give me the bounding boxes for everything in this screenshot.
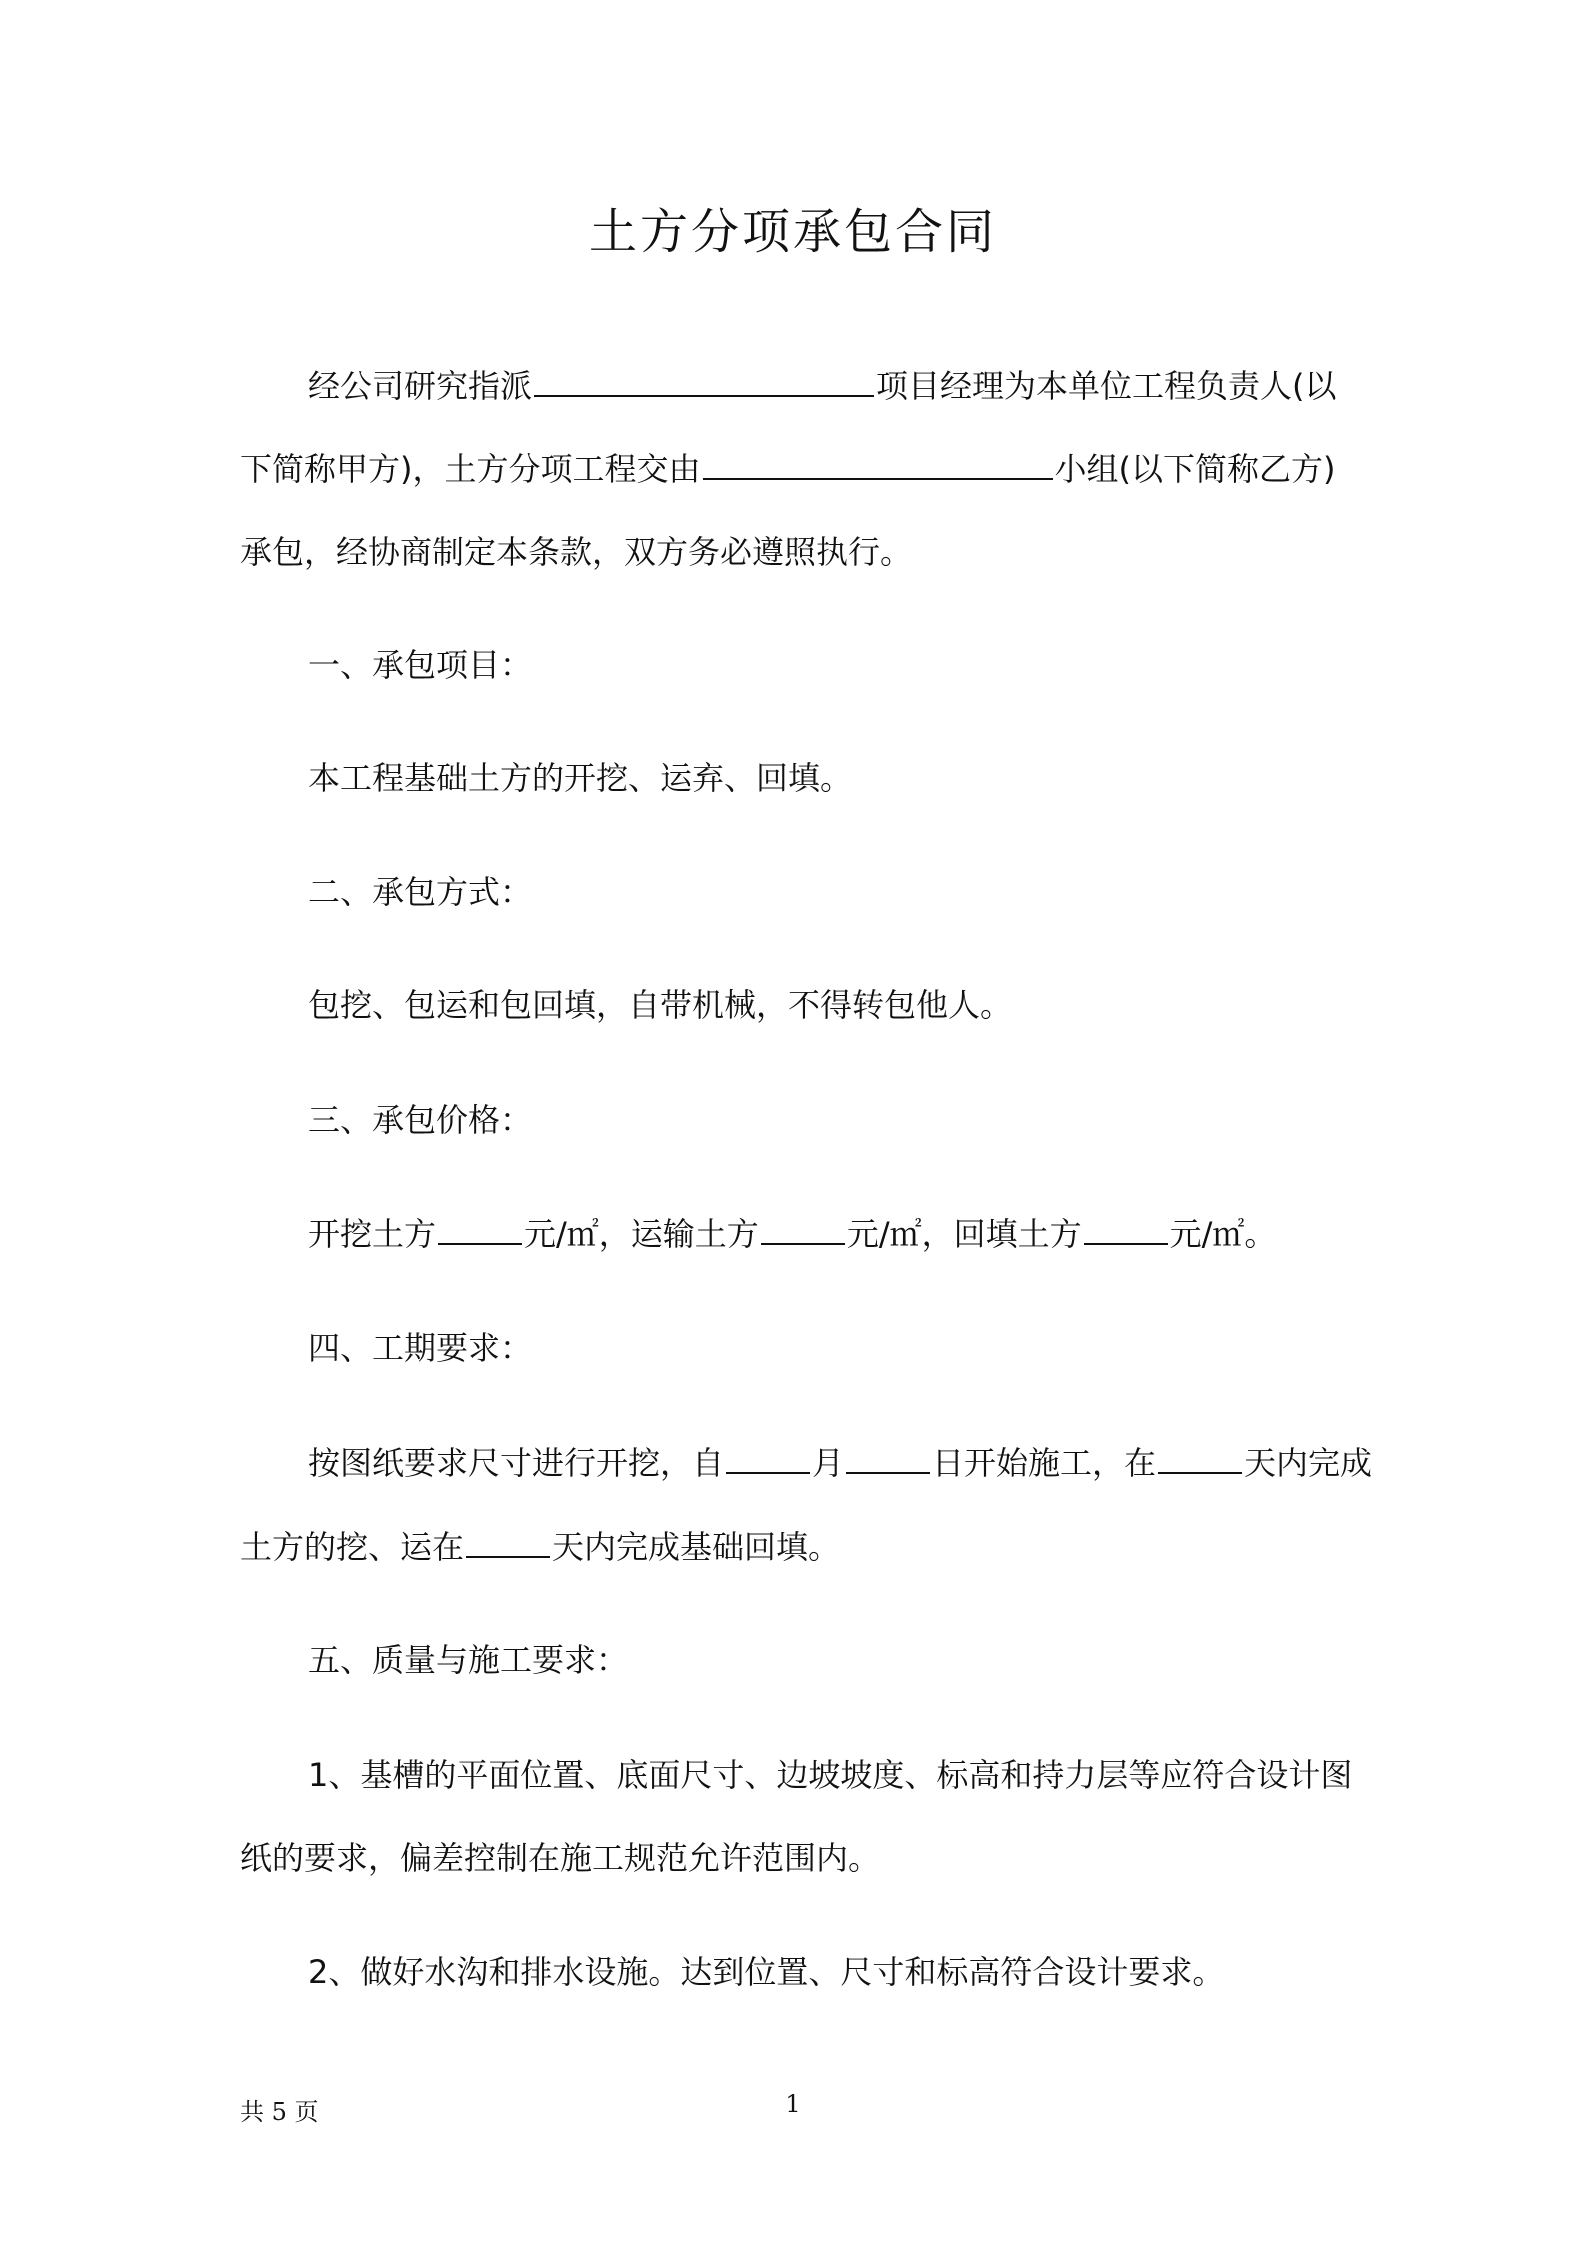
section-heading: 五、质量与施工要求：	[308, 1641, 629, 1679]
schedule-text: 天内完成基础回填。	[552, 1528, 841, 1566]
intro-line-2	[240, 448, 1335, 488]
backfill-days-blank	[466, 1526, 550, 1558]
intro-line-1	[308, 365, 1337, 405]
intro-text: 项目经理为本单位工程负责人(以	[876, 367, 1337, 405]
schedule-line-1	[308, 1442, 1372, 1482]
manager-name-blank	[534, 365, 874, 397]
price-text: 开挖土方	[308, 1215, 437, 1253]
price-text: 元/㎡，运输土方	[524, 1215, 759, 1253]
requirement-item-1-line-2: 纸的要求，偏差控制在施工规范允许范围内。	[240, 1839, 881, 1877]
section-heading: 四、工期要求：	[308, 1329, 533, 1367]
schedule-text: 按图纸要求尺寸进行开挖，自	[308, 1444, 725, 1482]
total-pages-label: 共 5 页	[240, 2098, 319, 2126]
schedule-text: 天内完成	[1244, 1444, 1373, 1482]
schedule-text: 土方的挖、运在	[240, 1528, 465, 1566]
section-heading: 三、承包价格：	[308, 1101, 533, 1139]
section-heading: 二、承包方式：	[308, 873, 533, 911]
section-heading: 一、承包项目：	[308, 646, 533, 684]
excavation-days-blank	[1158, 1442, 1242, 1474]
requirement-item-1-line-1: 1、基槽的平面位置、底面尺寸、边坡坡度、标高和持力层等应符合设计图	[308, 1756, 1353, 1794]
transport-price-blank	[761, 1213, 845, 1245]
excavation-price-blank	[438, 1213, 522, 1245]
intro-text: 经公司研究指派	[308, 367, 533, 405]
start-day-blank	[846, 1442, 930, 1474]
intro-text: 下简称甲方)，土方分项工程交由	[240, 450, 701, 488]
price-line	[308, 1213, 1276, 1253]
intro-line-3	[240, 532, 912, 572]
price-text: 元/㎡。	[1169, 1215, 1277, 1253]
team-name-blank	[703, 448, 1053, 480]
requirement-item-2: 2、做好水沟和排水设施。达到位置、尺寸和标高符合设计要求。	[308, 1953, 1225, 1991]
start-month-blank	[726, 1442, 810, 1474]
price-text: 元/㎡，回填土方	[846, 1215, 1082, 1253]
schedule-text: 日开始施工，在	[932, 1444, 1157, 1482]
section-body: 本工程基础土方的开挖、运弃、回填。	[308, 759, 853, 797]
document-title: 土方分项承包合同	[588, 204, 997, 260]
page-number: 1	[785, 2090, 801, 2118]
intro-text: 承包，经协商制定本条款，双方务必遵照执行。	[240, 533, 913, 571]
intro-text: 小组(以下简称乙方)	[1054, 450, 1336, 488]
backfill-price-blank	[1084, 1213, 1168, 1245]
schedule-line-2	[240, 1526, 840, 1566]
section-body: 包挖、包运和包回填，自带机械，不得转包他人。	[308, 986, 1013, 1024]
schedule-text: 月	[812, 1444, 845, 1482]
